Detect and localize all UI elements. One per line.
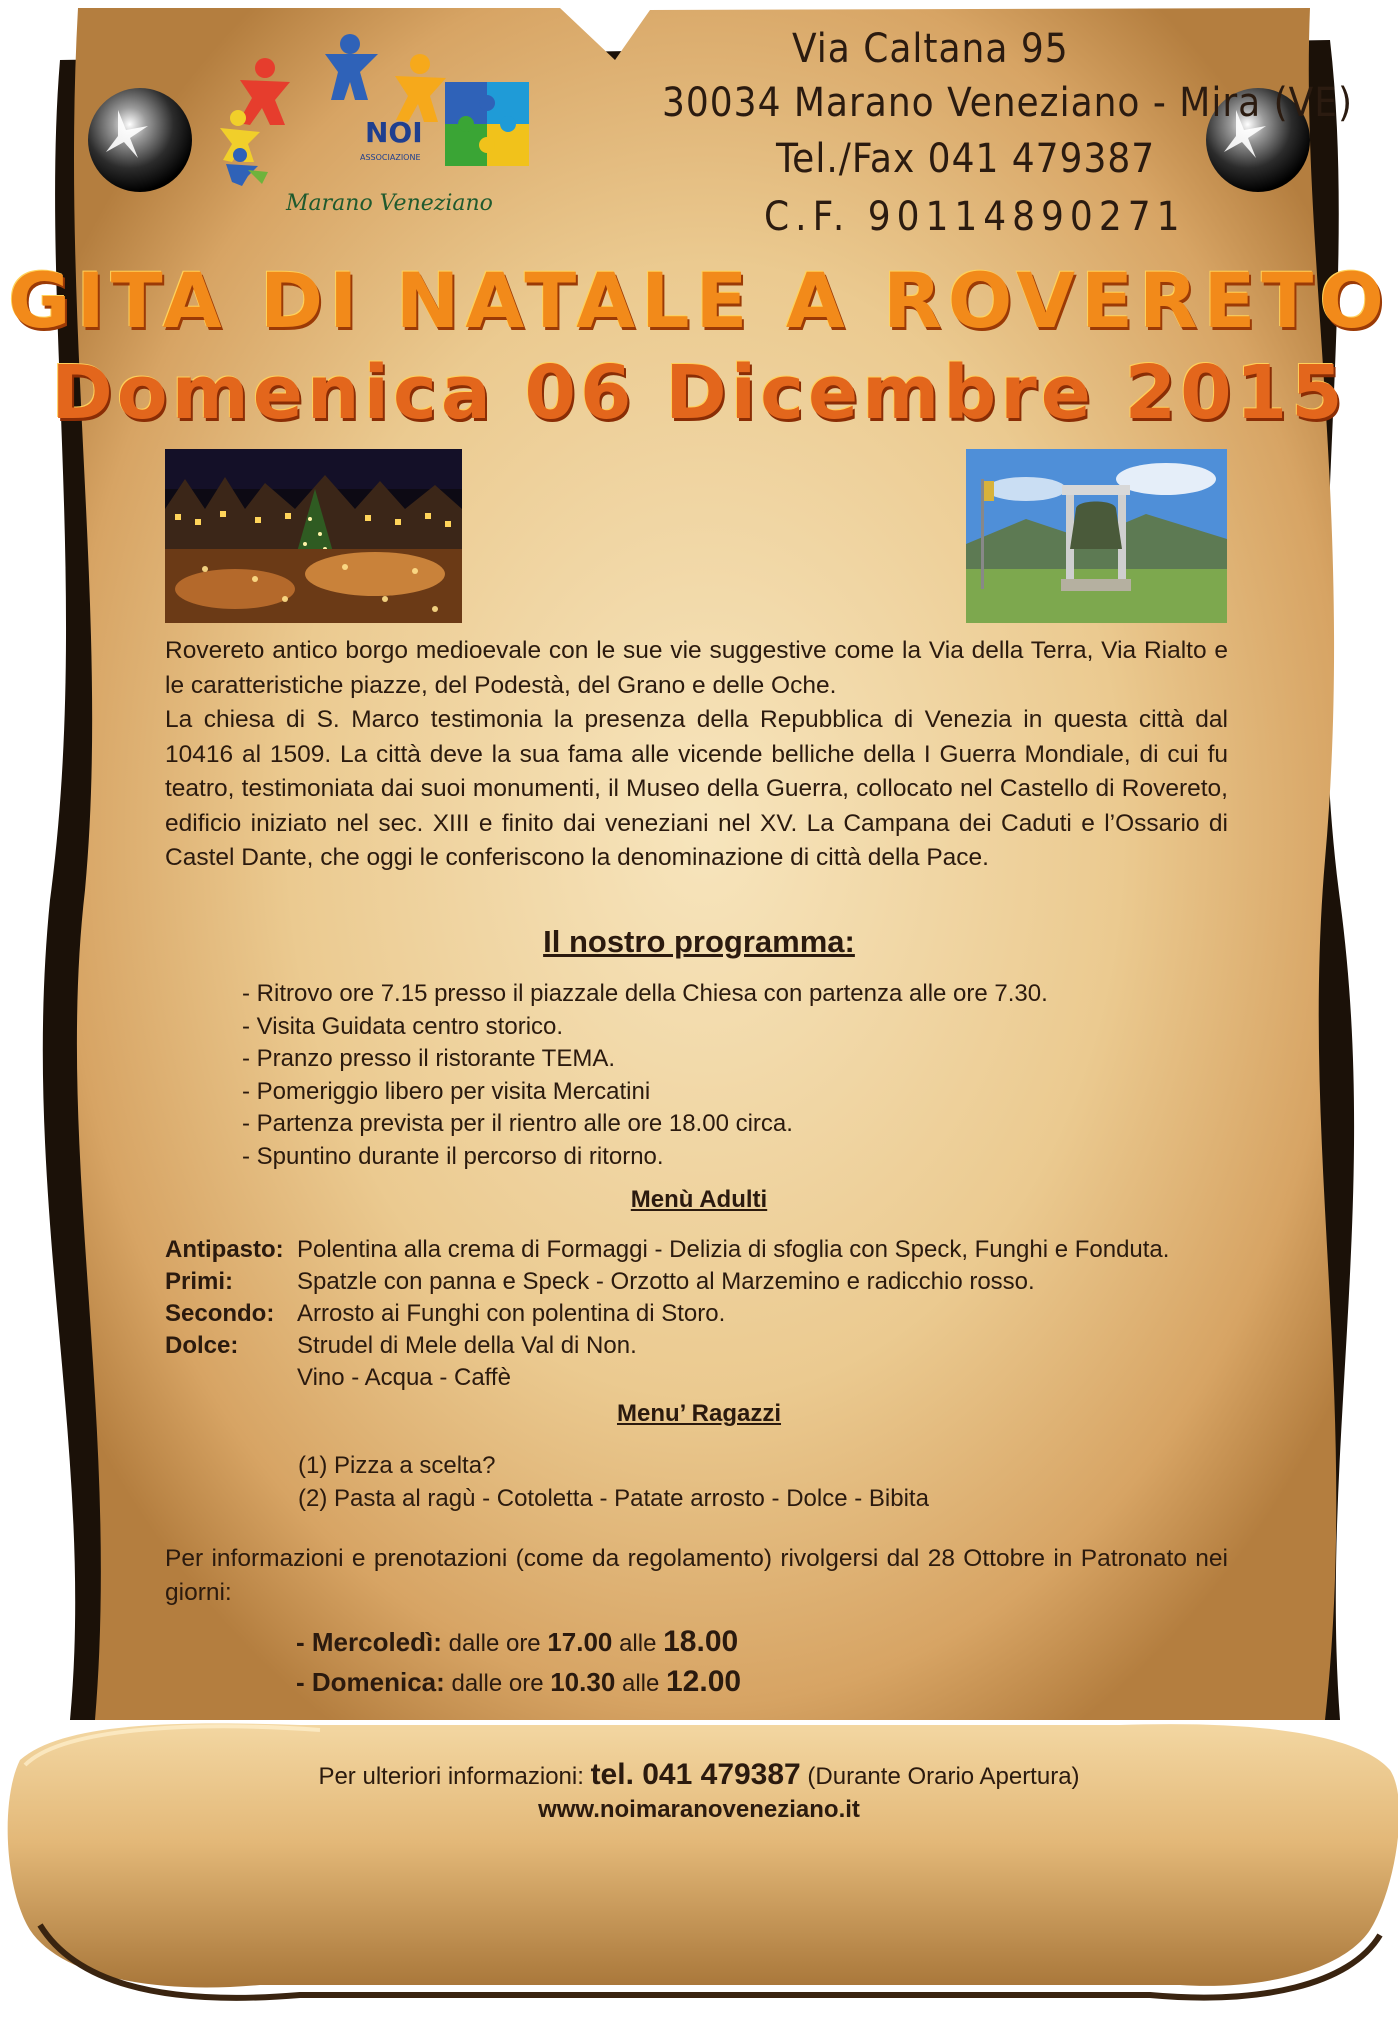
footer-note: (Durante Orario Apertura) bbox=[807, 1763, 1080, 1790]
list-item: - Visita Guidata centro storico. bbox=[242, 1012, 564, 1040]
pin-left-icon bbox=[88, 88, 192, 192]
menu-row-label: Primi: bbox=[165, 1268, 234, 1295]
address-street: Via Caltana 95 bbox=[792, 26, 1069, 72]
menu-row-label: Antipasto: bbox=[165, 1236, 284, 1263]
menu-ragazzi-item: (1) Pizza a scelta? bbox=[298, 1452, 496, 1479]
logo-sub: ASSOCIAZIONE bbox=[360, 153, 421, 162]
hours-row-domenica bbox=[296, 1665, 741, 1699]
hours-from: 17.00 bbox=[547, 1627, 613, 1657]
menu-row-label: Dolce: bbox=[165, 1332, 239, 1359]
program-title: Il nostro programma: bbox=[543, 924, 855, 959]
christmas-market-photo bbox=[165, 449, 462, 623]
title-main: GITA DI NATALE A ROVERETO bbox=[8, 256, 1390, 345]
menu-row bbox=[165, 1332, 637, 1360]
footer-tel: tel. 041 479387 bbox=[590, 1758, 801, 1791]
menu-ragazzi-item: (2) Pasta al ragù - Cotoletta - Patate arrosto - Dolce - Bibita bbox=[298, 1485, 929, 1512]
list-item: - Partenza prevista per il rientro alle ore 18.00 circa. bbox=[242, 1110, 793, 1137]
people-figures-icon bbox=[220, 34, 446, 186]
address-cf: C.F. 90114890271 bbox=[764, 194, 1186, 240]
program-list bbox=[242, 978, 1048, 1173]
menu-ragazzi-title: Menu’ Ragazzi bbox=[616, 1400, 782, 1427]
menu-row-text: Polentina alla crema di Formaggi - Delizia di sfoglia con Speck, Funghi e Fonduta. bbox=[297, 1236, 1170, 1263]
menu-row bbox=[165, 1300, 725, 1328]
footer-website[interactable]: www.noimaranoveneziano.it bbox=[538, 1796, 860, 1823]
list-item: - Spuntino durante il percorso di ritorno. bbox=[242, 1142, 664, 1170]
menu-row-label: Secondo: bbox=[165, 1300, 275, 1327]
hours-from-label: dalle ore bbox=[448, 1630, 541, 1657]
list-item: - Pomeriggio libero per visita Mercatini bbox=[242, 1077, 651, 1105]
menu-row-text: Arrosto ai Funghi con polentina di Storo. bbox=[297, 1300, 726, 1327]
menu-row bbox=[165, 1268, 1035, 1296]
bell-campana-photo bbox=[966, 449, 1227, 623]
title-date: Domenica 06 Dicembre 2015 bbox=[51, 350, 1347, 436]
menu-row-text: Strudel di Mele della Val di Non. bbox=[297, 1332, 637, 1359]
hours-to-label: alle bbox=[621, 1670, 660, 1697]
list-item: - Ritrovo ore 7.15 presso il piazzale della Chiesa con partenza alle ore 7.30. bbox=[242, 980, 1048, 1007]
hours-to: 12.00 bbox=[666, 1665, 742, 1698]
logo-place: Marano Veneziano bbox=[286, 191, 493, 216]
footer-info bbox=[0, 1758, 1398, 1792]
menu-row-text: Spatzle con panna e Speck - Orzotto al Marzemino e radicchio rosso. bbox=[297, 1268, 1035, 1295]
hours-from-label: dalle ore bbox=[451, 1670, 544, 1697]
address-city: 30034 Marano Veneziano - Mira (VE) bbox=[662, 80, 1354, 126]
menu-adulti-title: Menù Adulti bbox=[630, 1186, 768, 1213]
description-paragraph-2: La chiesa di S. Marco testimonia la presenza della Repubblica di Venezia in questa città dal 10416 al 1509. La città deve la sua fama alle vicende belliche della I Guerra Mondiale, di cui fu teatro, testimoniata dai suoi monumenti, il Museo della Guerra, collocato nel Castello di Rovereto, edificio iniziato nel sec. XIII e finito dai veneziani nel XV. La Campana dei Caduti e l’Ossario di Castel Dante, che oggi le conferiscono la denominazione di città della Pace. bbox=[165, 706, 1228, 871]
list-item: - Pranzo presso il ristorante TEMA. bbox=[242, 1045, 616, 1072]
association-logo bbox=[210, 30, 540, 220]
hours-row-mercoledi bbox=[296, 1625, 738, 1659]
menu-row bbox=[165, 1236, 1169, 1264]
info-text: Per informazioni e prenotazioni (come da regolamento) rivolgersi dal 28 Ottobre in Patronato nei giorni: bbox=[165, 1545, 1228, 1606]
hours-to: 18.00 bbox=[663, 1625, 739, 1658]
logo-brand: NOI bbox=[365, 116, 423, 149]
footer-prefix: Per ulteriori informazioni: bbox=[318, 1763, 584, 1790]
hours-day: - Domenica: bbox=[296, 1667, 445, 1697]
menu-drinks: Vino - Acqua - Caffè bbox=[297, 1364, 511, 1391]
hours-day: - Mercoledì: bbox=[296, 1627, 442, 1657]
address-phone: Tel./Fax 041 479387 bbox=[776, 136, 1156, 182]
hours-from: 10.30 bbox=[550, 1667, 616, 1697]
description-paragraph-1: Rovereto antico borgo medioevale con le sue vie suggestive come la Via della Terra, Via Rialto e le caratteristiche piazze, del Podestà, del Grano e delle Oche. bbox=[165, 637, 1228, 699]
hours-to-label: alle bbox=[619, 1630, 657, 1657]
